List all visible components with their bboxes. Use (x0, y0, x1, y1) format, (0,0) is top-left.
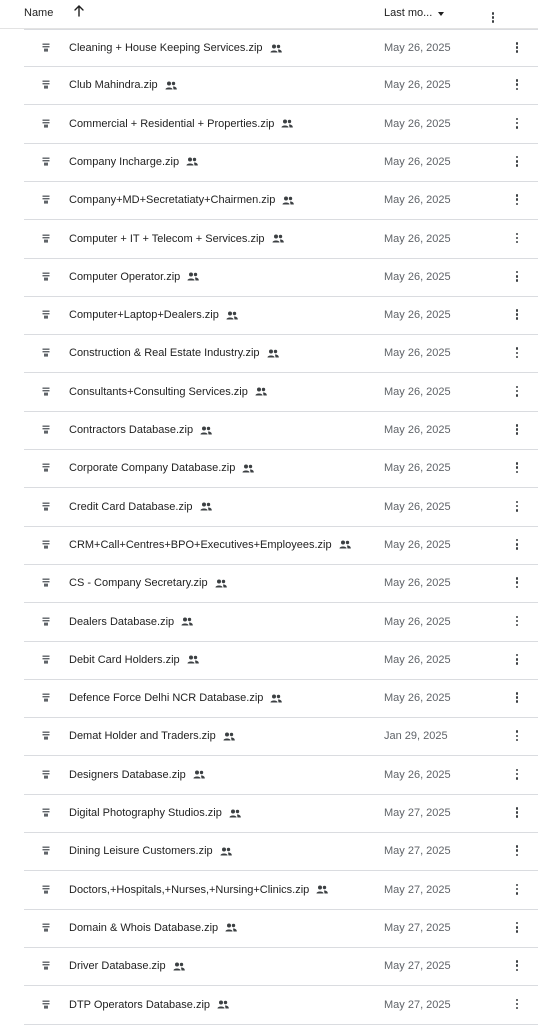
file-row[interactable] (24, 259, 538, 297)
last-modified-date: May 26, 2025 (384, 538, 451, 551)
file-row[interactable] (24, 297, 538, 335)
dropdown-triangle-icon (438, 12, 444, 16)
shared-people-icon (226, 311, 238, 320)
row-more-vert-icon[interactable] (512, 118, 522, 132)
zip-file-icon (42, 157, 50, 166)
last-modified-date: May 26, 2025 (384, 155, 451, 168)
file-name-cell[interactable] (69, 347, 279, 359)
file-name-cell[interactable] (69, 960, 185, 972)
file-row[interactable] (24, 948, 538, 986)
file-name: Cleaning + House Keeping Services.zip (69, 42, 263, 54)
last-modified-date: May 26, 2025 (384, 385, 451, 398)
zip-file-icon (42, 1000, 50, 1009)
file-name-cell[interactable] (69, 616, 193, 628)
row-more-vert-icon[interactable] (512, 960, 522, 974)
name-column-header[interactable]: Name (24, 7, 54, 19)
last-modified-date: May 26, 2025 (384, 577, 451, 590)
row-more-vert-icon[interactable] (512, 845, 522, 859)
last-modified-column-header[interactable] (384, 7, 444, 19)
last-modified-date: May 27, 2025 (384, 883, 451, 896)
file-name-cell[interactable] (69, 118, 293, 130)
file-name: CRM+Call+Centres+BPO+Executives+Employees.zip (69, 538, 332, 551)
shared-people-icon (223, 732, 235, 741)
file-row[interactable] (24, 374, 538, 412)
shared-people-icon (282, 196, 294, 205)
shared-people-icon (181, 617, 193, 626)
zip-file-icon (42, 655, 50, 664)
row-more-vert-icon[interactable] (512, 501, 522, 515)
last-modified-date: May 27, 2025 (384, 960, 451, 973)
zip-file-icon (42, 502, 50, 511)
last-modified-date: May 26, 2025 (384, 653, 451, 666)
file-name-cell[interactable] (69, 654, 199, 666)
zip-file-icon (42, 348, 50, 357)
shared-people-icon (229, 809, 241, 818)
file-row[interactable] (24, 757, 538, 795)
file-row[interactable] (24, 29, 538, 67)
zip-file-icon (42, 770, 50, 779)
last-modified-date: May 26, 2025 (384, 79, 451, 92)
file-name: DTP Operators Database.zip (69, 998, 211, 1011)
zip-file-icon (42, 885, 50, 894)
last-modified-date: May 27, 2025 (384, 807, 451, 819)
zip-file-icon (42, 43, 50, 52)
file-name: Defence Force Delhi NCR Database.zip (69, 692, 264, 705)
file-name: Digital Photography Studios.zip (69, 807, 222, 819)
file-name-cell[interactable] (69, 999, 229, 1011)
file-row[interactable] (24, 412, 538, 450)
file-name: Dining Leisure Customers.zip (69, 845, 213, 858)
file-row[interactable] (24, 642, 538, 680)
file-row[interactable] (24, 182, 538, 220)
file-row[interactable] (24, 604, 538, 642)
file-row[interactable] (24, 910, 538, 948)
row-more-vert-icon[interactable] (512, 271, 522, 285)
last-modified-date: May 27, 2025 (384, 921, 451, 934)
zip-file-icon (42, 808, 50, 817)
list-header (0, 0, 538, 29)
shared-people-icon (217, 1000, 229, 1009)
zip-file-icon (42, 578, 50, 587)
last-modified-date: May 26, 2025 (384, 615, 451, 628)
file-name: Driver Database.zip (69, 960, 166, 973)
file-name-cell[interactable] (69, 807, 241, 819)
zip-file-icon (42, 272, 50, 281)
zip-file-icon (42, 387, 50, 396)
shared-people-icon (272, 234, 284, 243)
zip-file-icon (42, 961, 50, 970)
zip-file-icon (42, 234, 50, 243)
file-name: Credit Card Database.zip (69, 500, 193, 513)
shared-people-icon (187, 655, 199, 664)
last-modified-date: May 26, 2025 (384, 692, 451, 705)
shared-people-icon (186, 157, 198, 166)
file-name: Contractors Database.zip (69, 424, 194, 436)
row-more-vert-icon[interactable] (512, 692, 522, 706)
shared-people-icon (193, 770, 205, 779)
file-name: Corporate Company Database.zip (69, 462, 236, 475)
file-name-cell[interactable] (69, 79, 177, 91)
file-name: Construction & Real Estate Industry.zip (69, 347, 260, 360)
file-name: Company Incharge.zip (69, 155, 180, 168)
file-row[interactable] (24, 335, 538, 373)
file-name: Domain & Whois Database.zip (69, 921, 219, 934)
file-row[interactable] (24, 795, 538, 833)
file-name-cell[interactable] (69, 156, 198, 168)
header-more-vert-icon[interactable] (488, 12, 498, 26)
row-more-vert-icon[interactable] (512, 999, 522, 1013)
file-row[interactable] (24, 67, 538, 105)
file-row[interactable] (24, 872, 538, 910)
file-name: Consultants+Consulting Services.zip (69, 385, 248, 398)
file-row[interactable] (24, 221, 538, 259)
shared-people-icon (281, 119, 293, 128)
last-modified-date: May 26, 2025 (384, 232, 451, 245)
file-name: Dealers Database.zip (69, 615, 175, 628)
zip-file-icon (42, 923, 50, 932)
file-name-cell[interactable] (69, 424, 212, 436)
row-more-vert-icon[interactable] (512, 309, 522, 323)
file-name-cell[interactable] (69, 42, 282, 54)
last-modified-date: May 26, 2025 (384, 270, 451, 283)
file-name-cell[interactable] (69, 271, 199, 283)
sort-ascending-arrow-icon[interactable] (72, 4, 86, 18)
zip-file-icon (42, 846, 50, 855)
row-more-vert-icon[interactable] (512, 730, 522, 744)
row-more-vert-icon[interactable] (512, 194, 522, 208)
file-row[interactable] (24, 489, 538, 527)
last-modified-date: May 26, 2025 (384, 117, 451, 130)
zip-file-icon (42, 693, 50, 702)
row-more-vert-icon[interactable] (512, 884, 522, 898)
shared-people-icon (220, 847, 232, 856)
file-name-cell[interactable] (69, 692, 282, 704)
zip-file-icon (42, 617, 50, 626)
row-more-vert-icon[interactable] (512, 233, 522, 247)
shared-people-icon (165, 81, 177, 90)
last-modified-date: May 26, 2025 (384, 194, 451, 207)
file-name: Commercial + Residential + Properties.zip (69, 117, 275, 130)
row-more-vert-icon[interactable] (512, 347, 522, 361)
zip-file-icon (42, 119, 50, 128)
row-more-vert-icon[interactable] (512, 654, 522, 668)
shared-people-icon (270, 44, 282, 53)
file-name-cell[interactable] (69, 194, 294, 206)
row-more-vert-icon[interactable] (512, 386, 522, 400)
row-more-vert-icon[interactable] (512, 539, 522, 553)
file-name-cell[interactable] (69, 922, 237, 934)
file-row[interactable] (24, 565, 538, 603)
file-row[interactable] (24, 106, 538, 144)
row-more-vert-icon[interactable] (512, 462, 522, 476)
file-row[interactable] (24, 680, 538, 718)
zip-file-icon (42, 195, 50, 204)
file-row[interactable] (24, 450, 538, 488)
row-more-vert-icon[interactable] (512, 42, 522, 56)
row-more-vert-icon[interactable] (512, 156, 522, 170)
file-name: Computer+Laptop+Dealers.zip (69, 309, 219, 322)
file-name: Designers Database.zip (69, 768, 186, 781)
shared-people-icon (242, 464, 254, 473)
last-modified-date: May 26, 2025 (384, 768, 451, 781)
shared-people-icon (270, 694, 282, 703)
last-modified-label: Last mo... (384, 7, 433, 19)
file-name: CS - Company Secretary.zip (69, 577, 208, 590)
file-row[interactable] (24, 987, 538, 1025)
file-name-cell[interactable] (69, 309, 238, 321)
shared-people-icon (316, 885, 328, 894)
last-modified-date: May 26, 2025 (384, 309, 451, 322)
shared-people-icon (255, 387, 267, 396)
file-name: Demat Holder and Traders.zip (69, 730, 216, 743)
file-name-cell[interactable] (69, 730, 235, 742)
zip-file-icon (42, 540, 50, 549)
row-more-vert-icon[interactable] (512, 769, 522, 783)
last-modified-date: Jan 29, 2025 (384, 730, 448, 743)
last-modified-date: May 26, 2025 (384, 347, 451, 360)
file-name-cell[interactable] (69, 884, 328, 896)
last-modified-date: May 26, 2025 (384, 500, 451, 513)
shared-people-icon (339, 540, 351, 549)
file-name: Computer + IT + Telecom + Services.zip (69, 232, 265, 245)
row-more-vert-icon[interactable] (512, 922, 522, 936)
last-modified-date: May 26, 2025 (384, 462, 451, 475)
file-row[interactable] (24, 718, 538, 756)
file-name-cell[interactable] (69, 845, 232, 857)
last-modified-date: May 27, 2025 (384, 998, 451, 1011)
row-more-vert-icon[interactable] (512, 424, 522, 438)
file-name: Company+MD+Secretatiaty+Chairmen.zip (69, 194, 276, 207)
file-name-cell[interactable] (69, 501, 212, 513)
shared-people-icon (225, 923, 237, 932)
file-row[interactable] (24, 833, 538, 871)
zip-file-icon (42, 731, 50, 740)
last-modified-date: May 26, 2025 (384, 42, 451, 54)
zip-file-icon (42, 463, 50, 472)
zip-file-icon (42, 80, 50, 89)
file-name: Doctors,+Hospitals,+Nurses,+Nursing+Clinics.zip (69, 883, 310, 896)
file-name-cell[interactable] (69, 233, 284, 245)
shared-people-icon (200, 502, 212, 511)
shared-people-icon (267, 349, 279, 358)
file-name-cell[interactable] (69, 386, 267, 398)
row-more-vert-icon[interactable] (512, 577, 522, 591)
file-name: Debit Card Holders.zip (69, 653, 180, 666)
file-name: Club Mahindra.zip (69, 79, 158, 92)
shared-people-icon (187, 272, 199, 281)
last-modified-date: May 27, 2025 (384, 845, 451, 858)
shared-people-icon (200, 426, 212, 435)
row-more-vert-icon[interactable] (512, 807, 522, 821)
shared-people-icon (173, 962, 185, 971)
last-modified-date: May 26, 2025 (384, 424, 451, 436)
file-name-cell[interactable] (69, 769, 205, 781)
zip-file-icon (42, 310, 50, 319)
row-more-vert-icon[interactable] (512, 79, 522, 93)
file-name-cell[interactable] (69, 462, 254, 474)
zip-file-icon (42, 425, 50, 434)
file-name: Computer Operator.zip (69, 270, 181, 283)
file-row[interactable] (24, 527, 538, 565)
file-row[interactable] (24, 144, 538, 182)
row-more-vert-icon[interactable] (512, 616, 522, 630)
file-name-cell[interactable] (69, 577, 227, 589)
file-name-cell[interactable] (69, 539, 351, 551)
shared-people-icon (215, 579, 227, 588)
